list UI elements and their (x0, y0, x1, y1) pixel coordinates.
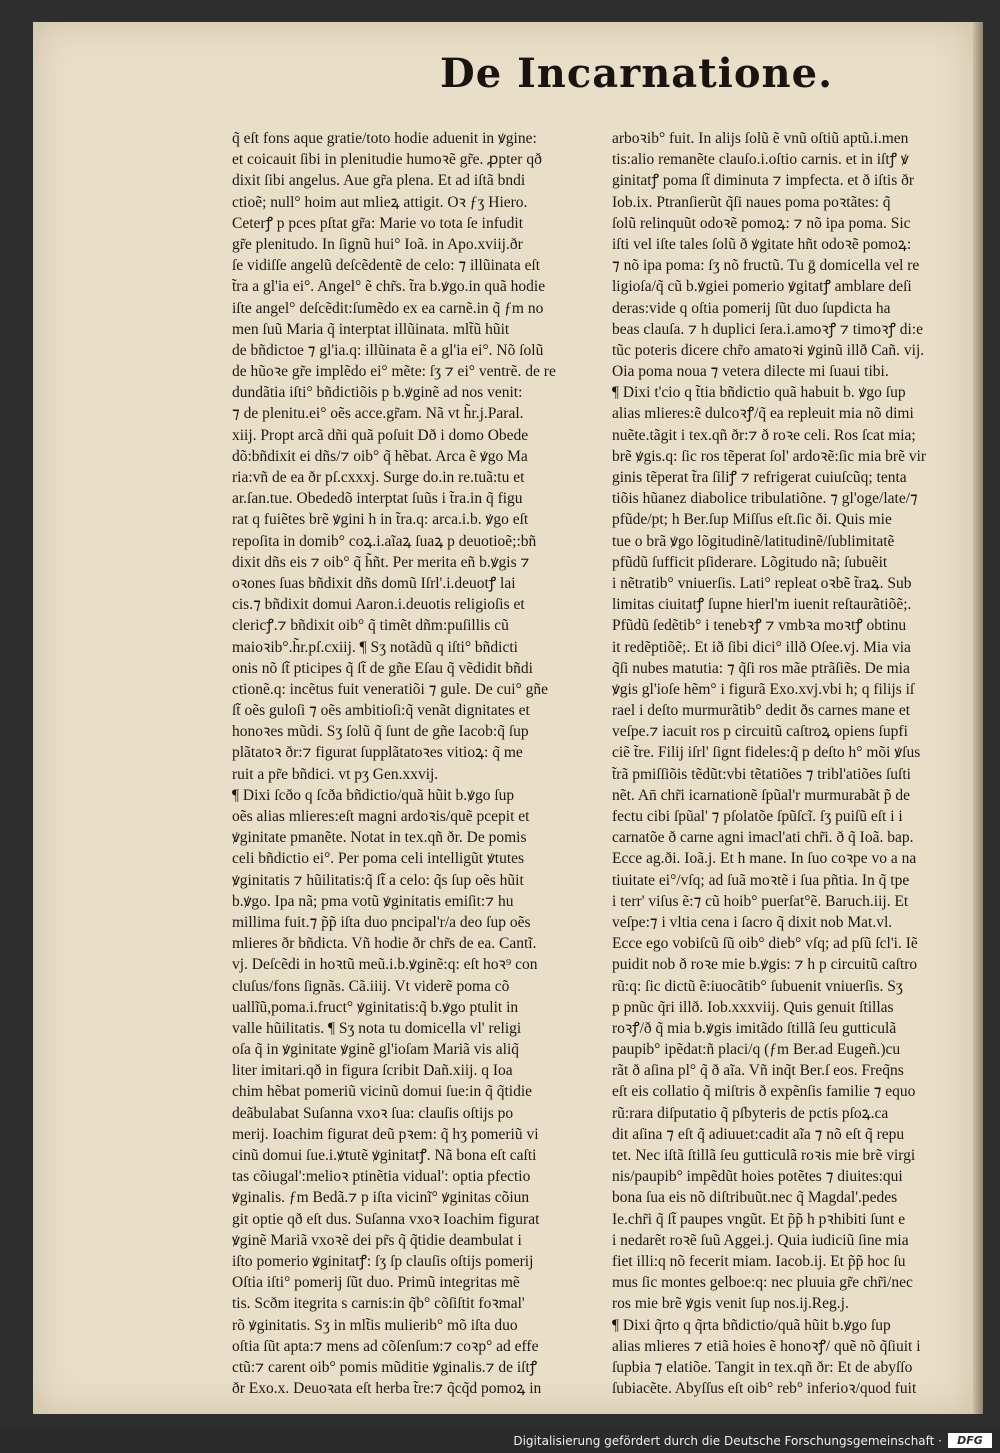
text-line: Pfũdũ ſedẽtib° i tenebꝛꝭ ⁊ vmbꝛa moꝛtꝭ obtinu (612, 617, 907, 635)
text-line: deras:vide q oſtia pomerij ſũt duo ſupdicta ha (612, 299, 891, 317)
footer-credit: Digitalisierung gefördert durch die Deutsche Forschungsgemeinschaft · (513, 1434, 942, 1448)
text-line: tũc poteris dicere chr̃o amatoꝛi ꝟginũ illð Cañ. vij. (612, 341, 925, 359)
text-line: it redẽptiõẽ;. Et ið ſibi dici° illð Oſee.vj. Mia via (612, 638, 911, 656)
text-line: Iob.ix. Ptranſierũt q̃ſi naues poma poꝛtãtes: q̃ (612, 193, 891, 211)
text-line: pfũde/pt; h Ber.ſup Miſſus eſt.ſic ði. Quis mie (612, 511, 892, 529)
text-line: rat q fuiẽtes brẽ ꝟgini h in t̃ra.q: arca.i.b. ꝟgo eſt (232, 511, 529, 529)
text-line: iſto pomerio ꝟginitatꝭ: ſʒ ſp clauſis oſtijs pomerij (232, 1252, 534, 1270)
text-line: roꝛꝭ/ð q̃ mia b.ꝟgis imitãdo ſtillã ſeu gutticulã (612, 1019, 897, 1037)
text-column-left (232, 128, 594, 1399)
text-line: celi bñdictio ei°. Per poma celi intelligũt ꝟtutes (232, 850, 525, 868)
text-line: deãbulabat Suſanna vxoꝛ ſua: clauſis oſtijs po (232, 1104, 514, 1122)
text-line: oſa q̃ in ꝟginitate ꝟginẽ gl'ioſam Mariã vis aliq̃ (232, 1041, 519, 1059)
text-line: ſubiacẽte. Abyſſus eſt oib° reb° inferioꝛ/quod fuit (612, 1380, 917, 1398)
text-line: onis nõ ſt̃ pticipes q̃ ſt̃ de gñe Eſau q̃ vẽdidit bñdi (232, 659, 533, 677)
text-line: ciẽ t̃re. Filij iſrl' ſignt fideles:q̃ p deſto h° mõi ꝟſus (612, 744, 921, 762)
text-line: ginitatꝭ poma ſt̃ diminuta ⁊ impfecta. et ð iſtis ðr (612, 172, 915, 190)
text-line: nuẽte.tãgit i tex.qñ ðr:⁊ ð roꝛe celi. Ros ſcat mia; (612, 426, 916, 444)
text-line: i terr' viſus ẽ:⁊ cũ hoib° puerſat°ẽ. Baruch.iij. Et (612, 892, 909, 910)
text-line: ria:vñ de ea ðr pſ.cxxxj. Surge do.in re.tuã:tu et (232, 469, 525, 486)
text-line: ꝟginalis. ƒm Bedã.⁊ p iſta vicinĩ° ꝟginitas cõiun (232, 1189, 530, 1207)
text-line: paupib° ipẽdat:ñ placi/q (ƒm Ber.ad Eugeñ.)cu (612, 1041, 901, 1059)
text-line: maioꝛib°.h̃r.pſ.cxiij. ¶ Sʒ notãdũ q iſti° bñdicti (232, 638, 518, 656)
text-line: oꝛones ſuas bñdixit dñs domũ Iſrl'.i.deuotꝭ lai (232, 574, 516, 592)
text-line: ſt̃ oẽs guloſi ⁊ oẽs ambitioſi:q̃ venãt dignitates et (232, 702, 530, 720)
text-line: tue o brã ꝟgo lõgitudinẽ/latitudinẽ/ſublimitatẽ (612, 532, 895, 550)
text-line: limitas ciuitatꝭ ſupne hierl'm iuenit reſtaurãtiõẽ;. (612, 596, 912, 614)
text-line: veſpe:⁊ i vltia cena i ſacro q̃ dixit nob Mat.vl. (612, 913, 893, 931)
text-line: nis/paupib° impẽdũt hoies potẽtes ⁊ diuites:qui (612, 1168, 903, 1186)
text-line: et coicauit ſibi in plenitudie humoꝛẽ gr̃e. ꝓpter qð (232, 151, 542, 169)
text-line: i nedarẽt roꝛẽ ſuũ Aggei.j. Quia iudiciũ ſine mia (612, 1231, 909, 1249)
text-line: tiõis hũanez diabolice tribulatiõne. ⁊ gl'oge/late/⁊ (612, 490, 918, 508)
text-line: dundãtia iſti° bñdictiõis p b.ꝟginẽ ad nos venit: (232, 384, 523, 402)
text-line: tis. Scðm itegrita s carnis:in q̃b° cõſiſtit foꝛmal' (232, 1295, 525, 1313)
text-line: de hũoꝛe gr̃e implẽdo ei° mẽte: ſʒ ⁊ ei° ventrẽ. de re (232, 363, 556, 381)
text-line: rõ ꝟginitatis. Sʒ in mlt̃is mulierib° mõ iſta duo (232, 1316, 518, 1334)
text-line: ¶ Dixi q̃rto q q̃rta bñdictio/quã hũit b.ꝟgo ſup (612, 1316, 891, 1334)
text-line: t̃ra a gl'ia ei°. Angel° ẽ chr̃s. t̃ra b.ꝟgo.in quã hodie (232, 278, 546, 296)
text-line: rãt ð aſina pl° q̃ ð aĩa. Vñ inq̃t Ber.ſ eos. Freq̃ns (612, 1062, 904, 1080)
text-line: ꝟginẽ Mariã vxoꝛẽ dei pr̃s q̃ q̃tidie deambulat i (232, 1231, 522, 1249)
text-line: ctũ:⁊ carent oib° pomis mũditie ꝟginalis.⁊ de iſtꝭ (232, 1358, 538, 1376)
text-line: Ecce ag.ði. Ioã.j. Et h mane. In ſuo coꝛpe vo a na (612, 850, 917, 868)
text-line: clericꝭ.⁊ bñdixit oib° q̃ timẽt dñm:puſillis cũ (232, 617, 509, 635)
text-line: Ie.chr̃i q̃ ſt̃ paupes vngũt. Et p̃p̃ h pꝛhibiti ſunt e (612, 1210, 906, 1228)
text-line: millima fuit.⁊ p̃p̃ iſta duo pncipal'r/a deo ſup oẽs (232, 913, 531, 931)
text-line: cis.⁊ bñdixit domui Aaron.i.deuotis religioſis et (232, 596, 525, 614)
text-line: bona ſua eis nõ diſtribuũt.nec q̃ Magdal'.pedes (612, 1189, 898, 1207)
text-line: dit aſina ⁊ eſt q̃ adiuuet:cadit aĩa ⁊ nõ eſt q̃ repu (612, 1125, 905, 1143)
running-heading: De Incarnatione. (440, 50, 834, 97)
text-line: repoſita in domib° coꝝ.i.aĩaꝝ ſuaꝝ p deuotioẽ;:bñ (232, 532, 537, 550)
text-line: pfũdũ ſufficit pſiderare. Lõgitudo nã; ſubuẽit (612, 553, 888, 571)
text-line: rũ:q: ſic dictũ ẽ:iuocãtib° ſubuenit vniuerſis. Sʒ (612, 977, 903, 995)
text-line: merij. Ioachim figurat deũ pꝛem: q̃ hʒ pomeriũ vi (232, 1125, 539, 1143)
text-line: ctionẽ.q: incẽtus fuit veneratiõi ⁊ gule. De cui° gñe (232, 680, 549, 698)
text-line: chim hẽbat pomeriũ vicinũ domui ſue:in q̃ q̃tidie (232, 1083, 533, 1101)
text-line: iſte angel° deſcẽdit:ſumẽdo ex ea carnẽ.in q̃ ƒm no (232, 299, 544, 317)
text-line: gr̃e plenitudo. In ſignũ hui° Ioã. in Apo.xviij.ðr (232, 235, 523, 253)
text-line: ſolũ relinquũt odoꝛẽ pomoꝝ: ⁊ nõ ipa poma. Sic (612, 214, 911, 232)
text-line: tet. Nec iſtã ſtillã ſeu gutticulã roꝛis mie brẽ virgi (612, 1147, 916, 1164)
text-line: Oia poma noua ⁊ vetera dilecte mi ſuaui tibi. (612, 363, 889, 381)
text-line: ar.ſan.tue. Obededõ interptat ſuũs i t̃ra.in q̃ figu (232, 490, 523, 508)
text-line: arboꝛib° fuit. In alijs ſolũ ẽ vnũ oſtiũ aptũ.i.men (612, 130, 909, 147)
text-line: Ecce ego vobiſcũ ſũ oib° dieb° vſq; ad pſũ ſcl'i. Iẽ (612, 935, 918, 953)
text-line: uallĩũ,poma.i.fruct° ꝟginitatis:q̃ b.ꝟgo ptulit in (232, 998, 519, 1016)
text-line: tis:alio remanẽte clauſo.i.oſtio carnis. et in iſtꝭ ꝟ (612, 151, 909, 169)
text-line: mlieres ðr bñdicta. Vñ hodie ðr chr̃s de ea. Cantĩ. (232, 935, 537, 953)
text-line: ¶ Dixi ſcðo q ſcða bñdictio/quã hũit b.ꝟgo ſup (232, 786, 515, 804)
text-line: veſpe.⁊ iacuit ros p circuitũ caſtroꝝ opiens ſupfi (612, 723, 908, 741)
text-line: t̃rã pmiſſiõis tẽdũt:vbi tẽtatiões ⁊ tribl'atiões ſuſti (612, 765, 911, 783)
text-line: liter imitari.qð in figura ſcribit Dañ.xiij. q Ioa (232, 1062, 513, 1080)
text-column-right (612, 128, 964, 1399)
text-line: xiij. Propt arcã dñi quã poſuit Dð i domo Obede (232, 426, 529, 444)
dfg-logo: DFG (948, 1433, 992, 1448)
text-line: dixit ſibi angelus. Aue gr̃a plena. Et ad iſtã bndi (232, 172, 526, 190)
text-line: ctioẽ; null° hoim aut mlieꝝ attigit. Oꝛ ƒʒ Hiero. (232, 193, 528, 211)
text-line: rael i deſto murmurãtib° dedit ðs carnes mane et (612, 702, 911, 720)
text-line: ꝟgis gl'ioſe hẽm° i figurã Exo.xvj.vbi h; q filijs iſ (612, 680, 915, 698)
text-line: beas clauſa. ⁊ h duplici ſera.i.amoꝛꝭ ⁊ timoꝛꝭ di:e (612, 320, 923, 338)
text-line: de bñdictoe ⁊ gl'ia.q: illũinata ẽ a gl'ia ei°. Nõ ſolũ (232, 341, 544, 359)
text-line: oſtia ſũt apta:⁊ mens ad cõſenſum:⁊ coꝛp° ad effe (232, 1337, 539, 1355)
text-line: ꝟginitate pmanẽte. Notat in tex.qñ ðr. De pomis (232, 829, 527, 847)
text-line: puidit nob ð roꝛe mie b.ꝟgis: ⁊ h p circuitũ caſtro (612, 956, 918, 974)
text-line: iſti vel iſte tales ſolũ ð ꝟgitate hñt odoꝛẽ pomoꝝ: (612, 235, 912, 253)
text-line: brẽ ꝟgis.q: ſic ros tẽperat ſol' ardoꝛẽ:ſic mia brẽ vir (612, 447, 927, 465)
text-line: q̃ eſt fons aque gratie/toto hodie aduenit in ꝟgine: (232, 130, 537, 147)
text-line: git optie qð eſt dus. Suſanna vxoꝛ Ioachim figurat (232, 1210, 540, 1228)
text-line: valle hũilitatis. ¶ Sʒ nota tu domicella vl' religi (232, 1019, 522, 1037)
text-line: ligioſa/q̃ cũ b.ꝟgiei pomerio ꝟgitatꝭ amblare deſi (612, 278, 912, 296)
footer-bar (0, 1428, 1000, 1453)
text-line: p pnũc q̃ri illð. Iob.xxxviij. Quis genuit ſtillas (612, 998, 894, 1016)
text-line: fectu cibi ſpũal' ⁊ pſolatõe ſpũſcĩ. ſʒ puiſũ eſt i i (612, 808, 903, 825)
text-line: b.ꝟgo. Ipa nã; pma votũ ꝟginitatis emiſit:⁊ hu (232, 892, 514, 910)
text-line: Ceterꝭ p pces pſtat gr̃a: Marie vo tota ſe infudit (232, 214, 523, 232)
text-line: plãtatoꝛ ðr:⁊ figurat ſupplãtatoꝛes vitioꝝ: q̃ me (232, 744, 523, 762)
text-line: ꝟginitatis ⁊ hũilitatis:q̃ ſt̃ a celo: q̃s ſup oẽs hũit (232, 871, 524, 889)
text-line: oẽs alias mlieres:eſt magni ardoꝛis/quẽ pcepit et (232, 808, 530, 825)
text-line: tiuitate ei°/vſq; ad ſuã moꝛtẽ i ſua pñtia. In q̃ tpe (612, 871, 910, 889)
text-line: dixit dñs eis ⁊ oib° q̃ h̃ñt. Per merita eñ b.ꝟgis ⁊ (232, 553, 530, 571)
text-line: tas cõiugal':melioꝛ ptinẽtia vidual': optia pfectio (232, 1168, 531, 1186)
text-line: alias mlieres ⁊ etiã hoies ẽ honoꝛꝭ/ quẽ nõ q̃ſiuit i (612, 1337, 921, 1355)
text-line: nẽt. An̄ chr̃i icarnationẽ ſpũal'r murmurabãt p̃ de (612, 786, 911, 804)
text-line: ſupbia ⁊ elatiõe. Tangit in tex.qñ ðr: Et de abyſſo (612, 1358, 913, 1376)
text-line: q̃ſi nubes matutia: ⁊ q̃ſi ros mãe ptrãſiẽs. De mia (612, 659, 910, 677)
text-line: Oſtia iſti° pomerij ſũt duo. Primũ integritas mẽ (232, 1274, 520, 1292)
text-line: ⁊ de plenitu.ei° oẽs acce.gr̃am. Nã vt h̃r.j.Paral. (232, 405, 524, 423)
text-line: carnatõe ð carne agni imacl'ati chr̃i. ð q̃ Ioã. bap. (612, 829, 914, 847)
text-line: fiet illi:q nõ fecerit miam. Iacob.ij. Et p̃p̃ hoc ſu (612, 1252, 906, 1270)
text-line: ¶ Dixi t'cio q t̃tia bñdictio quã habuit b. ꝟgo ſup (612, 384, 906, 402)
text-line: ruit a pr̃e bñdici. vt pʒ Gen.xxvij. (232, 765, 439, 783)
page-edge (973, 22, 983, 1414)
text-line: i nẽtratib° vniuerſis. Lati° repleat oꝛbẽ t̃raꝝ. Sub (612, 574, 912, 592)
text-line: alias mlieres:ẽ dulcoꝛꝭ/q̃ ea repleuit mia nõ dimi (612, 405, 914, 423)
text-line: dõ:bñdixit ei dñs/⁊ oib° q̃ hẽbat. Arca ẽ ꝟgo Ma (232, 447, 528, 465)
text-line: ⁊ nõ ipa poma: ſʒ nõ fructũ. Tu ḡ domicella vel re (612, 257, 920, 275)
text-line: rũ:rara diſputatio q̃ pſbyteris de pctis pſoꝝ.ca (612, 1104, 889, 1122)
text-line: ros mie brẽ ꝟgis venit ſup nos.ij.Reg.j. (612, 1295, 849, 1313)
text-line: eſt eis collatio q̃ miſtris ð expẽnſis familie ⁊ equo (612, 1083, 916, 1101)
text-line: honoꝛes mũdi. Sʒ ſolũ q̃ ſunt de gñe Iacob:q̃ ſup (232, 723, 529, 741)
text-line: men ſuũ Maria q̃ interptat illũinata. mlt̃ũ hũit (232, 320, 510, 338)
text-line: cinũ domui ſue.i.ꝟtutẽ ꝟginitatꝭ. Nã bona eſt caſti (232, 1147, 537, 1164)
text-line: vj. Deſcẽdi in hoꝛtũ meũ.i.b.ꝟginẽ:q: eſt hoꝛ⁹ con (232, 956, 538, 974)
text-line: mus ſic montes gelboe:q: nec pluuia gr̃e chr̃i/nec (612, 1274, 913, 1292)
text-line: cluſus/fons ſignãs. Cã.iiij. Vt viderẽ poma cõ (232, 977, 510, 995)
text-line: ginis tẽperat t̃ra ſiliꝭ ⁊ refrigerat cuiuſcũq; tenta (612, 469, 907, 486)
text-line: ðr Exo.x. Deuoꝛata eſt herba t̃re:⁊ q̃cq̃d pomoꝝ in (232, 1380, 542, 1398)
text-line: ſe vidiſſe angelũ deſcẽdentẽ de celo: ⁊ illũinata eſt (232, 257, 541, 275)
